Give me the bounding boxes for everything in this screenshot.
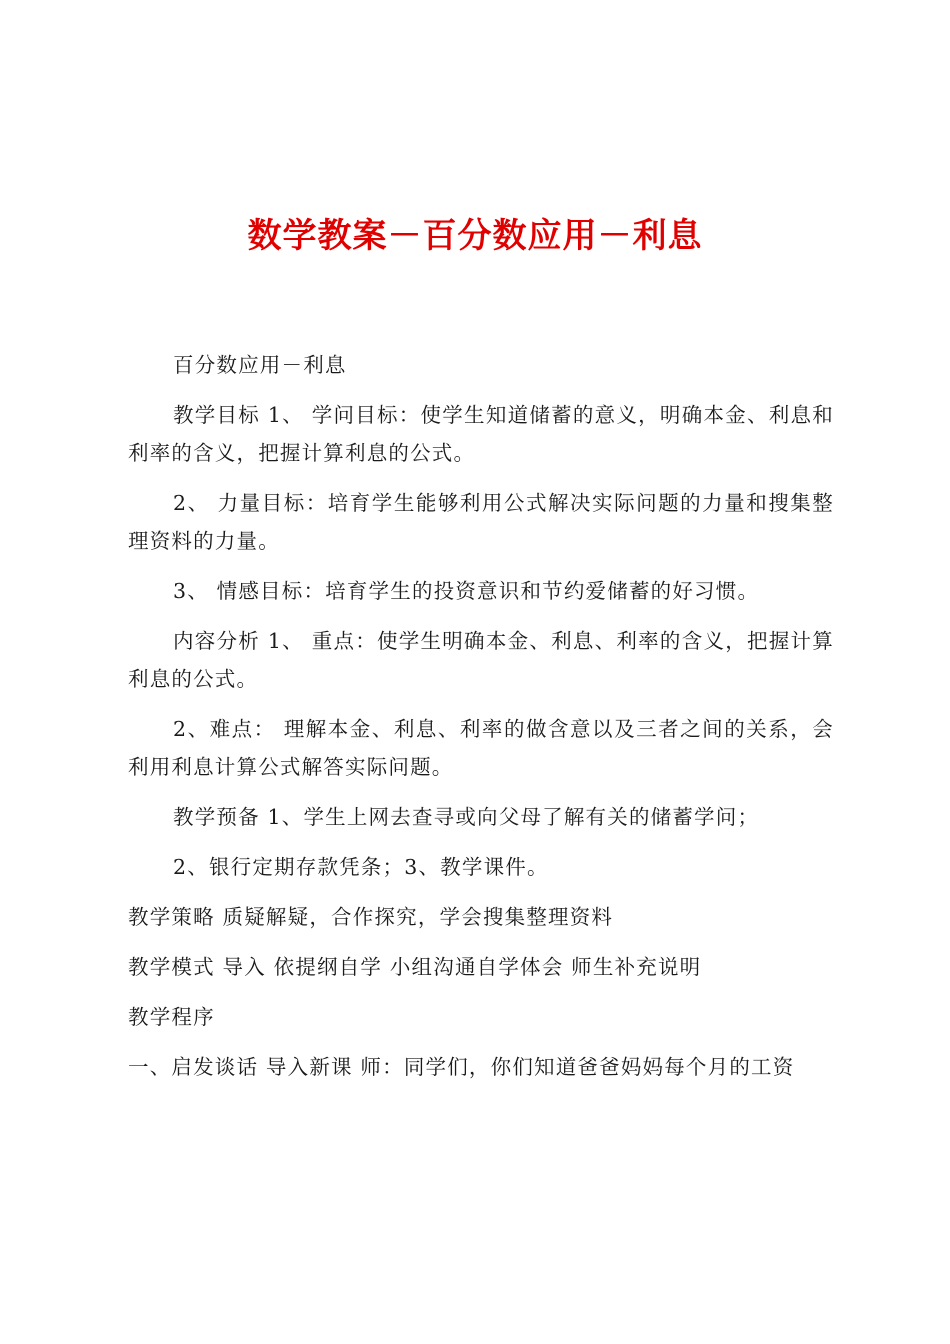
paragraph: 内容分析 1、 重点：使学生明确本金、利息、利率的含义，把握计算利息的公式。: [128, 629, 834, 691]
paragraph: 教学模式 导入 依提纲自学 小组沟通自学体会 师生补充说明: [128, 955, 702, 979]
paragraph: 3、 情感目标：培育学生的投资意识和节约爱储蓄的好习惯。: [173, 579, 760, 603]
document-body: [128, 346, 834, 1098]
paragraph: 百分数应用－利息: [173, 353, 347, 377]
paragraph: 教学策略 质疑解疑，合作探究，学会搜集整理资料: [128, 905, 614, 929]
paragraph: 一、启发谈话 导入新课 师：同学们，你们知道爸爸妈妈每个月的工资: [128, 1055, 795, 1079]
paragraph: 2、银行定期存款凭条；3、教学课件。: [173, 855, 549, 879]
document-title: 数学教案－百分数应用－利息: [247, 216, 703, 256]
paragraph: 教学目标 1、 学问目标：使学生知道储蓄的意义，明确本金、利息和利率的含义，把握计算利息的公式。: [128, 403, 834, 465]
paragraph: 教学程序: [128, 1005, 215, 1029]
paragraph: 2、难点： 理解本金、利息、利率的做含意以及三者之间的关系，会利用利息计算公式解答实际问题。: [128, 717, 834, 779]
paragraph: 2、 力量目标：培育学生能够利用公式解决实际问题的力量和搜集整理资料的力量。: [128, 491, 834, 553]
paragraph: 教学预备 1、学生上网去查寻或向父母了解有关的储蓄学问；: [173, 805, 760, 829]
